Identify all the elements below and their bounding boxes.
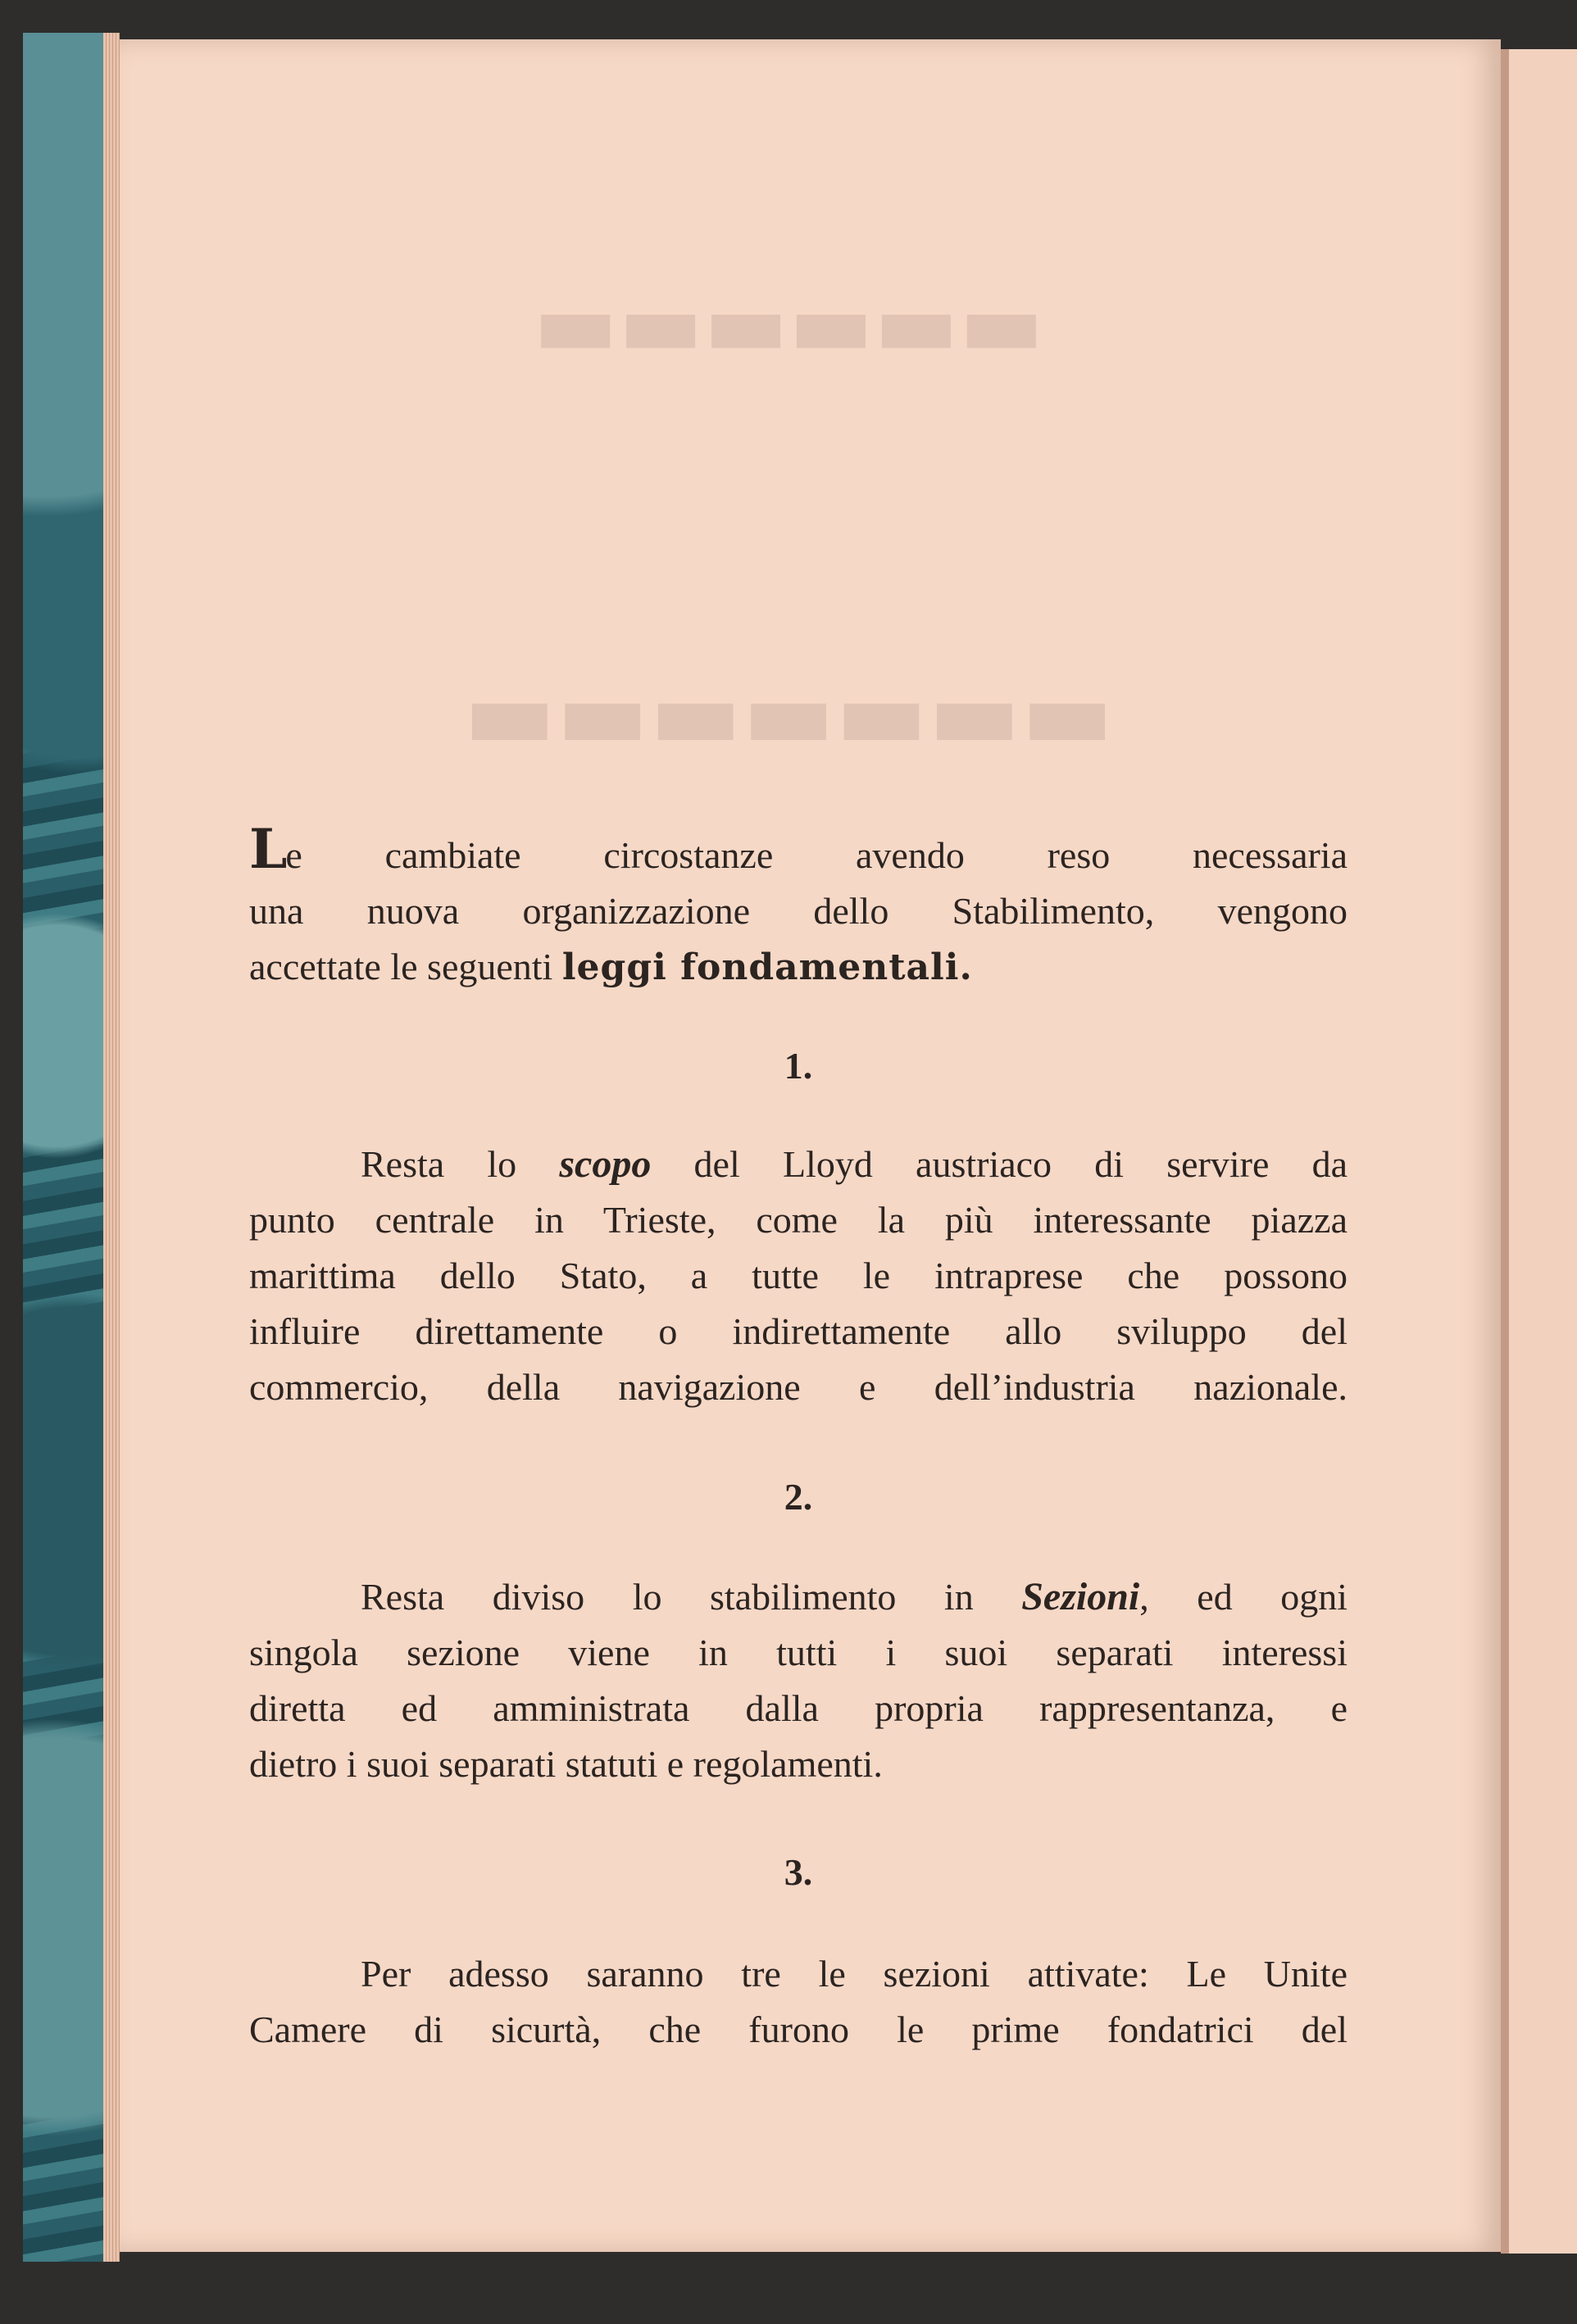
section-number: 3. xyxy=(784,1851,813,1893)
paragraph-line: diretta ed amministrata dalla propria rappresentanza, e xyxy=(249,1687,1347,1729)
paragraph-line: commercio, della navigazione e dell’industria nazionale. xyxy=(249,1366,1347,1408)
paragraph-line: Resta diviso lo stabilimento in Sezioni, ed ogni xyxy=(361,1575,1347,1618)
bold-phrase: leggi fondamentali. xyxy=(561,946,973,988)
intro-line-2: una nuova organizzazione dello Stabilimento, vengono xyxy=(249,890,1347,932)
paragraph-line: Resta lo scopo del Lloyd austriaco di servire da xyxy=(361,1142,1347,1186)
intro-line-3: accettate le seguenti leggi fondamentali. xyxy=(249,946,973,988)
paragraph-line: Per adesso saranno tre le sezioni attivate: Le Unite xyxy=(361,1953,1347,1995)
bleed-through-title: ▬▬▬▬▬▬▬ xyxy=(463,656,1114,771)
drop-cap: L xyxy=(249,817,286,881)
section-1-paragraph xyxy=(249,1137,1347,1415)
section-number: 1. xyxy=(784,1045,813,1087)
italic-term: Sezioni xyxy=(1021,1575,1140,1618)
section-3-paragraph xyxy=(249,1946,1347,2058)
bleed-through-heading: ▬▬▬▬▬▬ xyxy=(533,270,1044,376)
intro-paragraph xyxy=(249,817,1347,996)
paragraph-line: influire direttamente o indirettamente allo sviluppo del xyxy=(249,1310,1347,1352)
italic-term: scopo xyxy=(559,1142,652,1186)
facing-page-edge xyxy=(1501,49,1577,2254)
document-text xyxy=(249,817,1347,2058)
section-number: 2. xyxy=(784,1476,813,1518)
section-2-paragraph xyxy=(249,1569,1347,1792)
paragraph-line: marittima dello Stato, a tutte le intraprese che possono xyxy=(249,1255,1347,1296)
paragraph-line: singola sezione viene in tutti i suoi separati interessi xyxy=(249,1632,1347,1673)
intro-line-1: Le cambiate circostanze avendo reso necessaria xyxy=(249,817,1347,881)
paragraph-line: dietro i suoi separati statuti e regolamenti. xyxy=(249,1743,883,1785)
paragraph-line: punto centrale in Trieste, come la più interessante piazza xyxy=(249,1199,1347,1241)
paragraph-line: Camere di sicurtà, che furono le prime fondatrici del xyxy=(249,2009,1347,2050)
